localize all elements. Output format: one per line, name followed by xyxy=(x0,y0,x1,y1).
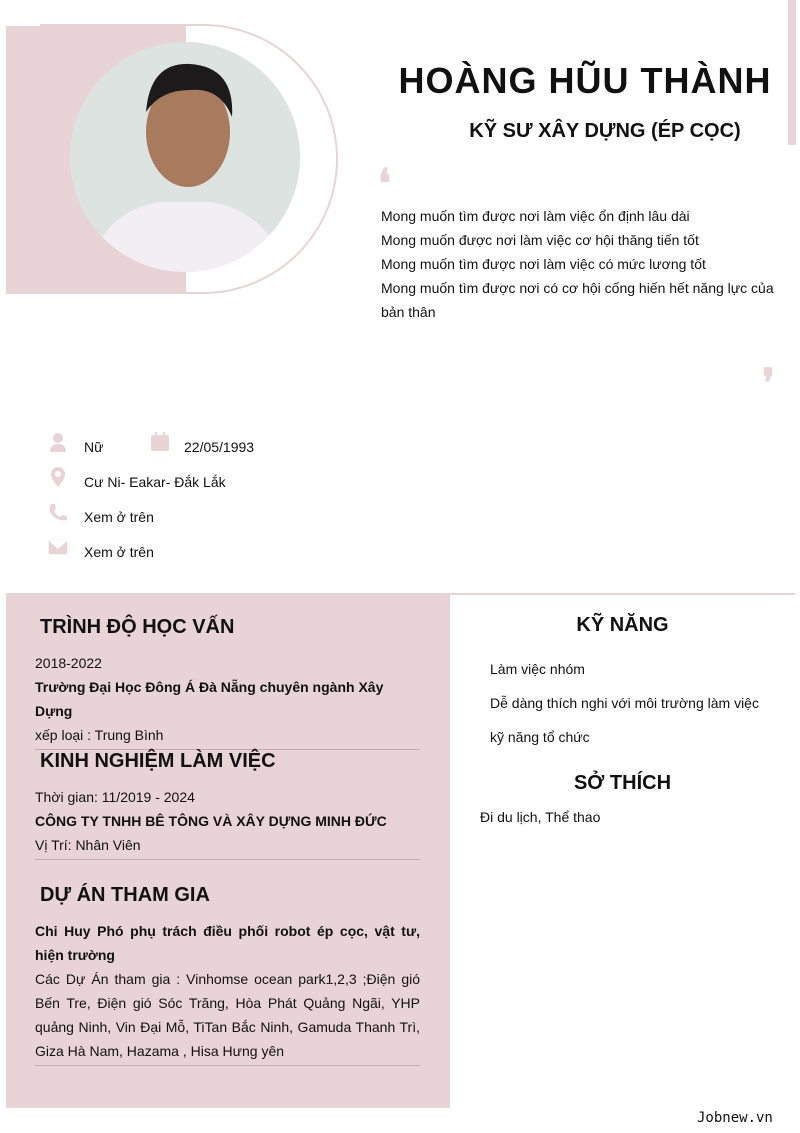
skill-item: Dễ dàng thích nghi với môi trường làm việc xyxy=(490,695,759,711)
education-school: Trường Đại Học Đông Á Đà Nẵng chuyên ngành Xây Dựng xyxy=(35,679,384,719)
skill-item: kỹ năng tổ chức xyxy=(490,729,590,745)
education-grade: xếp loại : Trung Bình xyxy=(35,727,164,743)
experience-time: Thời gian: 11/2019 - 2024 xyxy=(35,789,195,805)
section-heading: DỰ ÁN THAM GIA xyxy=(40,884,210,906)
calendar-icon xyxy=(150,432,170,452)
experience-position: Vị Trí: Nhân Viên xyxy=(35,837,141,853)
person-icon xyxy=(48,432,68,452)
objective-item: Mong muốn được nơi làm việc cơ hội thăng tiến tốt xyxy=(381,232,699,248)
quote-close-icon: ❜ xyxy=(762,360,775,407)
skills-heading: KỸ NĂNG xyxy=(576,614,669,636)
location-icon xyxy=(48,467,68,487)
objective-item: Mong muốn tìm được nơi có cơ hội cống hiến hết năng lực của bản thân xyxy=(381,280,774,320)
section-heading: KINH NGHIỆM LÀM VIỆC xyxy=(40,750,276,772)
gender: Nữ xyxy=(84,439,104,455)
experience-company: CÔNG TY TNHH BÊ TÔNG VÀ XÂY DỰNG MINH ĐỨC xyxy=(35,813,387,829)
projects-section xyxy=(35,883,420,1066)
experience-section xyxy=(35,749,420,860)
project-details: Các Dự Án tham gia : Vinhomse ocean park1,2,3 ;Điện gió Bến Tre, Điện gió Sóc Trăng, Hòa Phát Quảng Ngãi, YHP quảng Ninh, Vin Đại Mỗ, TiTan Bắc Ninh, Gamuda Thanh Trì, Giza Hà Nam, Hazama , Hisa Hưng yên xyxy=(35,971,420,1059)
education-years: 2018-2022 xyxy=(35,655,102,671)
address: Cư Ni- Eakar- Đắk Lắk xyxy=(84,474,226,490)
objective-item: Mong muốn tìm được nơi làm việc có mức lương tốt xyxy=(381,256,706,272)
job-title: KỸ SƯ XÂY DỰNG (ÉP CỌC) xyxy=(469,120,741,142)
education-section xyxy=(35,615,420,750)
hobbies-heading: SỞ THÍCH xyxy=(573,772,672,794)
footer-brand: Jobnew.vn xyxy=(697,1110,773,1126)
candidate-name: HOÀNG HŨU THÀNH xyxy=(398,60,772,101)
hobbies-text: Đi du lịch, Thể thao xyxy=(480,809,601,825)
skill-item: Làm việc nhóm xyxy=(490,661,585,677)
section-heading: TRÌNH ĐỘ HỌC VẤN xyxy=(40,616,235,638)
career-objectives xyxy=(381,204,781,324)
date-of-birth: 22/05/1993 xyxy=(184,439,255,455)
phone-icon xyxy=(48,502,68,522)
phone: Xem ở trên xyxy=(84,509,154,525)
quote-open-icon: ❛ xyxy=(378,160,391,207)
avatar xyxy=(70,42,300,272)
divider xyxy=(450,593,795,595)
objective-item: Mong muốn tìm được nơi làm việc ổn định lâu dài xyxy=(381,208,690,224)
project-role: Chi Huy Phó phụ trách điều phối robot ép cọc, vật tư, hiện trường xyxy=(35,923,420,963)
email-icon xyxy=(48,537,68,557)
email: Xem ở trên xyxy=(84,544,154,560)
